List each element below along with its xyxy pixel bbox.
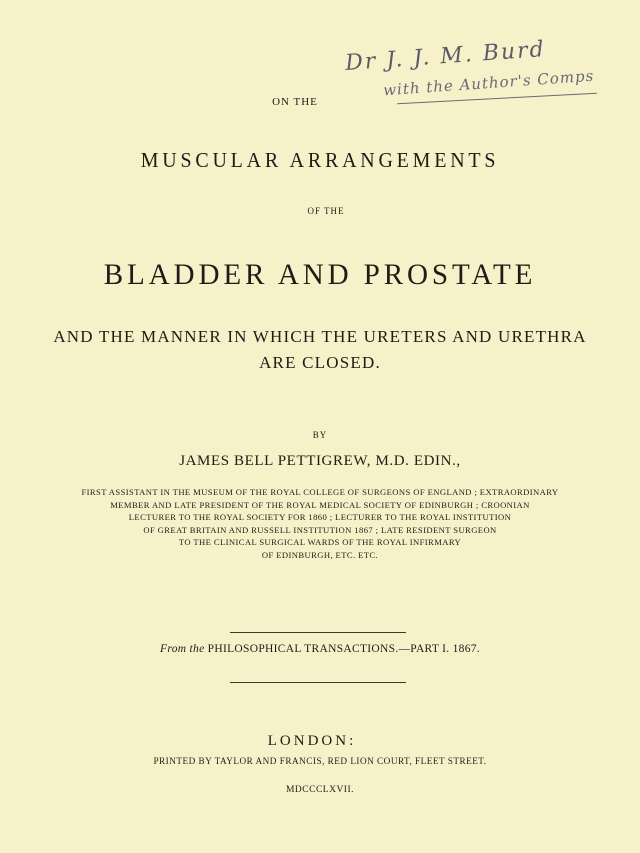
handwritten-inscription [335, 37, 625, 120]
credential-line: TO THE CLINICAL SURGICAL WARDS OF THE ROYAL INFIRMARY [178, 537, 462, 547]
imprint-city: LONDON: [267, 733, 357, 749]
credential-line: FIRST ASSISTANT IN THE MUSEUM OF THE ROYAL COLLEGE OF SURGEONS OF ENGLAND ; EXTRAORDINARY [81, 487, 559, 497]
source-publication: PHILOSOPHICAL TRANSACTIONS.—PART I. 1867. [207, 643, 480, 655]
credential-line: MEMBER AND LATE PRESIDENT OF THE ROYAL MEDICAL SOCIETY OF EDINBURGH ; CROONIAN [110, 499, 530, 510]
inscription-recipient: Dr J. J. M. Burd [344, 37, 547, 76]
of-the-label: OF THE [307, 206, 345, 216]
title-line-2: BLADDER AND PROSTATE [103, 258, 537, 291]
credential-line: OF EDINBURGH, ETC. ETC. [261, 549, 379, 560]
credential-line: OF GREAT BRITAIN AND RUSSELL INSTITUTION 1867 ; LATE RESIDENT SURGEON [143, 524, 497, 535]
title-line-1: MUSCULAR ARRANGEMENTS [140, 148, 500, 172]
source-line [0, 643, 640, 655]
on-the-label: ON THE [272, 96, 318, 108]
divider-top [230, 632, 406, 633]
inscription-dedication: with the Author's Comps [382, 66, 595, 100]
imprint-year: MDCCCLXVII. [285, 785, 355, 795]
credential-line: LECTURER TO THE ROYAL SOCIETY FOR 1860 ; LECTURER TO THE ROYAL INSTITUTION [128, 512, 512, 522]
divider-bottom [230, 682, 406, 683]
subtitle-line-2: ARE CLOSED. [259, 353, 381, 372]
by-label: BY [312, 430, 328, 440]
author-credentials [20, 486, 620, 561]
subtitle-line-1: AND THE MANNER IN WHICH THE URETERS AND URETHRA [53, 327, 587, 346]
source-from-label: From the [160, 643, 205, 655]
imprint-printer: PRINTED BY TAYLOR AND FRANCIS, RED LION COURT, FLEET STREET. [153, 756, 487, 766]
author-name: JAMES BELL PETTIGREW, M.D. EDIN., [179, 453, 461, 469]
